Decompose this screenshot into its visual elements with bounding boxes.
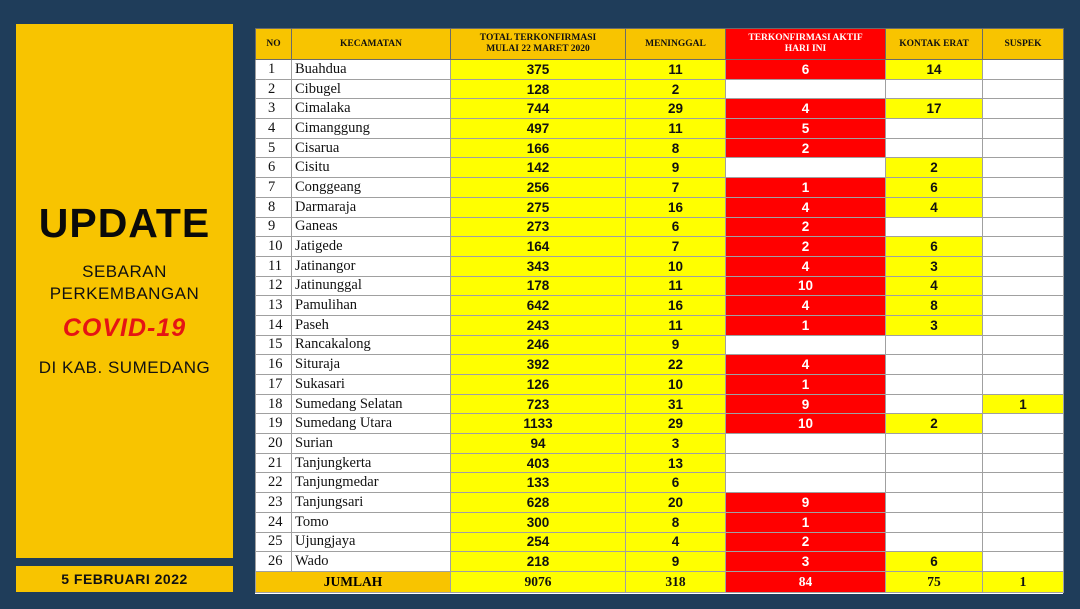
- cell-aktif: [726, 79, 886, 99]
- cell-kecamatan: Jatinangor: [292, 256, 451, 276]
- cell-suspek: [983, 414, 1064, 434]
- cell-suspek: [983, 79, 1064, 99]
- cell-aktif: 5: [726, 119, 886, 139]
- cell-no: 22: [256, 473, 292, 493]
- cell-aktif: [726, 473, 886, 493]
- cell-suspek: [983, 178, 1064, 198]
- cell-kontak-erat: [886, 453, 983, 473]
- table-row: [256, 355, 1064, 375]
- cell-kontak-erat: [886, 79, 983, 99]
- cell-kecamatan: Jatinunggal: [292, 276, 451, 296]
- cell-kontak-erat: 6: [886, 552, 983, 572]
- header-kecamatan: KECAMATAN: [292, 29, 451, 60]
- cell-total-terkonfirmasi: 246: [451, 335, 626, 355]
- cell-aktif: 9: [726, 493, 886, 513]
- cell-meninggal: 10: [626, 375, 726, 395]
- table-header-row: [256, 29, 1064, 60]
- cell-no: 10: [256, 237, 292, 257]
- cell-meninggal: 9: [626, 335, 726, 355]
- cell-suspek: [983, 532, 1064, 552]
- table-row: [256, 335, 1064, 355]
- cell-kontak-erat: 4: [886, 276, 983, 296]
- covid-label: COVID-19: [62, 314, 187, 342]
- total-row: [256, 571, 1064, 592]
- cell-aktif: [726, 158, 886, 178]
- cell-suspek: [983, 552, 1064, 572]
- cell-suspek: [983, 237, 1064, 257]
- cell-no: 24: [256, 512, 292, 532]
- cell-kecamatan: Cisitu: [292, 158, 451, 178]
- cell-no: 9: [256, 217, 292, 237]
- cell-kecamatan: Sumedang Utara: [292, 414, 451, 434]
- cell-suspek: [983, 493, 1064, 513]
- cell-total-terkonfirmasi: 375: [451, 60, 626, 80]
- cell-kecamatan: Buahdua: [292, 60, 451, 80]
- cell-suspek: [983, 256, 1064, 276]
- cell-aktif: 10: [726, 276, 886, 296]
- cell-no: 14: [256, 315, 292, 335]
- header-aktif-line2: HARI INI: [784, 44, 827, 54]
- header-meninggal: MENINGGAL: [626, 29, 726, 60]
- table-row: [256, 375, 1064, 395]
- cell-aktif: 4: [726, 296, 886, 316]
- cell-total-terkonfirmasi: 275: [451, 197, 626, 217]
- cell-no: 1: [256, 60, 292, 80]
- header-total: [451, 29, 626, 60]
- total-kontak-erat: 75: [886, 571, 983, 592]
- cell-meninggal: 9: [626, 158, 726, 178]
- table-row: [256, 237, 1064, 257]
- cell-aktif: 2: [726, 237, 886, 257]
- cell-aktif: 4: [726, 355, 886, 375]
- table-row: [256, 138, 1064, 158]
- cell-suspek: [983, 158, 1064, 178]
- cell-no: 6: [256, 158, 292, 178]
- cell-kontak-erat: 2: [886, 414, 983, 434]
- cell-aktif: 4: [726, 99, 886, 119]
- report-date: 5 FEBRUARI 2022: [16, 566, 233, 592]
- table-row: [256, 532, 1064, 552]
- header-total-line1: TOTAL TERKONFIRMASI: [479, 33, 597, 43]
- cell-kecamatan: Situraja: [292, 355, 451, 375]
- table-row: [256, 217, 1064, 237]
- cell-kecamatan: Sumedang Selatan: [292, 394, 451, 414]
- cell-kontak-erat: 2: [886, 158, 983, 178]
- cell-kontak-erat: [886, 434, 983, 454]
- total-label: JUMLAH: [256, 571, 451, 592]
- cell-no: 12: [256, 276, 292, 296]
- cell-meninggal: 13: [626, 453, 726, 473]
- cell-meninggal: 8: [626, 512, 726, 532]
- cell-kontak-erat: [886, 375, 983, 395]
- update-title: UPDATE: [38, 200, 211, 246]
- cell-kontak-erat: [886, 512, 983, 532]
- cell-no: 18: [256, 394, 292, 414]
- table-row: [256, 315, 1064, 335]
- cell-kontak-erat: 17: [886, 99, 983, 119]
- cell-suspek: [983, 99, 1064, 119]
- cell-no: 15: [256, 335, 292, 355]
- cell-no: 2: [256, 79, 292, 99]
- cell-meninggal: 8: [626, 138, 726, 158]
- cell-kontak-erat: 3: [886, 256, 983, 276]
- cell-aktif: 4: [726, 197, 886, 217]
- cell-aktif: [726, 453, 886, 473]
- cell-meninggal: 11: [626, 276, 726, 296]
- cell-suspek: [983, 434, 1064, 454]
- cell-total-terkonfirmasi: 218: [451, 552, 626, 572]
- table-row: [256, 178, 1064, 198]
- header-suspek: SUSPEK: [983, 29, 1064, 60]
- cell-meninggal: 6: [626, 217, 726, 237]
- table-row: [256, 256, 1064, 276]
- cell-meninggal: 6: [626, 473, 726, 493]
- cell-kontak-erat: [886, 119, 983, 139]
- cell-meninggal: 10: [626, 256, 726, 276]
- total-aktif: 84: [726, 571, 886, 592]
- cell-aktif: 2: [726, 138, 886, 158]
- cell-kecamatan: Cimalaka: [292, 99, 451, 119]
- table-row: [256, 60, 1064, 80]
- cell-total-terkonfirmasi: 178: [451, 276, 626, 296]
- table-row: [256, 473, 1064, 493]
- cell-no: 25: [256, 532, 292, 552]
- table-row: [256, 119, 1064, 139]
- cell-suspek: [983, 119, 1064, 139]
- cell-aktif: 6: [726, 60, 886, 80]
- cell-aktif: 10: [726, 414, 886, 434]
- cell-aktif: 2: [726, 532, 886, 552]
- cell-kontak-erat: 14: [886, 60, 983, 80]
- header-kontak-erat: KONTAK ERAT: [886, 29, 983, 60]
- cell-total-terkonfirmasi: 628: [451, 493, 626, 513]
- cell-meninggal: 29: [626, 99, 726, 119]
- cell-aktif: 1: [726, 178, 886, 198]
- cell-total-terkonfirmasi: 254: [451, 532, 626, 552]
- cell-kontak-erat: 4: [886, 197, 983, 217]
- cell-total-terkonfirmasi: 256: [451, 178, 626, 198]
- covid-table: [255, 28, 1064, 593]
- cell-no: 13: [256, 296, 292, 316]
- cell-aktif: 4: [726, 256, 886, 276]
- cell-no: 21: [256, 453, 292, 473]
- cell-total-terkonfirmasi: 497: [451, 119, 626, 139]
- cell-total-terkonfirmasi: 166: [451, 138, 626, 158]
- table-row: [256, 394, 1064, 414]
- cell-total-terkonfirmasi: 1133: [451, 414, 626, 434]
- cell-no: 11: [256, 256, 292, 276]
- table-row: [256, 99, 1064, 119]
- cell-aktif: 1: [726, 512, 886, 532]
- cell-kontak-erat: [886, 138, 983, 158]
- cell-kecamatan: Tanjungmedar: [292, 473, 451, 493]
- cell-aktif: 3: [726, 552, 886, 572]
- cell-meninggal: 16: [626, 296, 726, 316]
- cell-suspek: [983, 473, 1064, 493]
- cell-suspek: [983, 315, 1064, 335]
- cell-kontak-erat: [886, 355, 983, 375]
- cell-meninggal: 20: [626, 493, 726, 513]
- table-row: [256, 276, 1064, 296]
- cell-total-terkonfirmasi: 273: [451, 217, 626, 237]
- cell-kontak-erat: [886, 217, 983, 237]
- cell-kecamatan: Wado: [292, 552, 451, 572]
- cell-suspek: [983, 138, 1064, 158]
- cell-kontak-erat: 6: [886, 178, 983, 198]
- cell-aktif: 2: [726, 217, 886, 237]
- cell-aktif: 1: [726, 375, 886, 395]
- cell-no: 5: [256, 138, 292, 158]
- cell-no: 4: [256, 119, 292, 139]
- cell-kecamatan: Paseh: [292, 315, 451, 335]
- cell-kecamatan: Darmaraja: [292, 197, 451, 217]
- cell-kecamatan: Rancakalong: [292, 335, 451, 355]
- cell-total-terkonfirmasi: 128: [451, 79, 626, 99]
- cell-no: 3: [256, 99, 292, 119]
- cell-kontak-erat: [886, 532, 983, 552]
- cell-kontak-erat: 8: [886, 296, 983, 316]
- table-row: [256, 493, 1064, 513]
- cell-kecamatan: Jatigede: [292, 237, 451, 257]
- cell-kecamatan: Tanjungsari: [292, 493, 451, 513]
- cell-kontak-erat: 6: [886, 237, 983, 257]
- cell-total-terkonfirmasi: 126: [451, 375, 626, 395]
- cell-no: 23: [256, 493, 292, 513]
- cell-no: 20: [256, 434, 292, 454]
- cell-kecamatan: Cisarua: [292, 138, 451, 158]
- cell-meninggal: 9: [626, 552, 726, 572]
- cell-kecamatan: Conggeang: [292, 178, 451, 198]
- table-row: [256, 434, 1064, 454]
- table-row: [256, 414, 1064, 434]
- cell-total-terkonfirmasi: 723: [451, 394, 626, 414]
- cell-suspek: [983, 217, 1064, 237]
- header-no: NO: [256, 29, 292, 60]
- table-row: [256, 158, 1064, 178]
- cell-suspek: 1: [983, 394, 1064, 414]
- cell-total-terkonfirmasi: 300: [451, 512, 626, 532]
- table-row: [256, 79, 1064, 99]
- cell-total-terkonfirmasi: 343: [451, 256, 626, 276]
- cell-meninggal: 4: [626, 532, 726, 552]
- cell-aktif: [726, 335, 886, 355]
- cell-no: 19: [256, 414, 292, 434]
- cell-aktif: 1: [726, 315, 886, 335]
- cell-total-terkonfirmasi: 133: [451, 473, 626, 493]
- total-terkonfirmasi: 9076: [451, 571, 626, 592]
- cell-kontak-erat: [886, 335, 983, 355]
- cell-total-terkonfirmasi: 142: [451, 158, 626, 178]
- cell-meninggal: 7: [626, 178, 726, 198]
- cell-suspek: [983, 276, 1064, 296]
- cell-aktif: 9: [726, 394, 886, 414]
- cell-meninggal: 29: [626, 414, 726, 434]
- cell-kecamatan: Cibugel: [292, 79, 451, 99]
- cell-kecamatan: Tanjungkerta: [292, 453, 451, 473]
- table-row: [256, 512, 1064, 532]
- cell-suspek: [983, 60, 1064, 80]
- total-suspek: 1: [983, 571, 1064, 592]
- cell-meninggal: 11: [626, 315, 726, 335]
- table-row: [256, 197, 1064, 217]
- cell-meninggal: 11: [626, 119, 726, 139]
- table-row: [256, 453, 1064, 473]
- cell-kecamatan: Sukasari: [292, 375, 451, 395]
- cell-kontak-erat: [886, 394, 983, 414]
- cell-meninggal: 31: [626, 394, 726, 414]
- subtitle-perkembangan: PERKEMBANGAN: [49, 284, 200, 303]
- cell-total-terkonfirmasi: 403: [451, 453, 626, 473]
- cell-meninggal: 22: [626, 355, 726, 375]
- cell-meninggal: 2: [626, 79, 726, 99]
- cell-aktif: [726, 434, 886, 454]
- table-row: [256, 296, 1064, 316]
- cell-kontak-erat: [886, 493, 983, 513]
- total-meninggal: 318: [626, 571, 726, 592]
- cell-no: 17: [256, 375, 292, 395]
- cell-meninggal: 11: [626, 60, 726, 80]
- subtitle-region: DI KAB. SUMEDANG: [38, 358, 211, 377]
- cell-suspek: [983, 355, 1064, 375]
- cell-total-terkonfirmasi: 744: [451, 99, 626, 119]
- cell-suspek: [983, 296, 1064, 316]
- cell-kecamatan: Ganeas: [292, 217, 451, 237]
- cell-meninggal: 16: [626, 197, 726, 217]
- cell-kecamatan: Tomo: [292, 512, 451, 532]
- table-row: [256, 552, 1064, 572]
- cell-no: 26: [256, 552, 292, 572]
- header-aktif: [726, 29, 886, 60]
- cell-suspek: [983, 335, 1064, 355]
- cell-kontak-erat: 3: [886, 315, 983, 335]
- header-total-line2: MULAI 22 MARET 2020: [486, 44, 590, 54]
- cell-total-terkonfirmasi: 392: [451, 355, 626, 375]
- cell-total-terkonfirmasi: 642: [451, 296, 626, 316]
- cell-meninggal: 7: [626, 237, 726, 257]
- cell-suspek: [983, 375, 1064, 395]
- cell-total-terkonfirmasi: 94: [451, 434, 626, 454]
- cell-meninggal: 3: [626, 434, 726, 454]
- cell-suspek: [983, 197, 1064, 217]
- cell-total-terkonfirmasi: 243: [451, 315, 626, 335]
- cell-no: 8: [256, 197, 292, 217]
- cell-suspek: [983, 512, 1064, 532]
- cell-total-terkonfirmasi: 164: [451, 237, 626, 257]
- subtitle-sebaran: SEBARAN: [82, 262, 167, 281]
- cell-suspek: [983, 453, 1064, 473]
- cell-kontak-erat: [886, 473, 983, 493]
- cell-kecamatan: Surian: [292, 434, 451, 454]
- cell-kecamatan: Cimanggung: [292, 119, 451, 139]
- info-panel: [16, 24, 233, 558]
- cell-kecamatan: Pamulihan: [292, 296, 451, 316]
- header-aktif-line1: TERKONFIRMASI AKTIF: [748, 33, 863, 43]
- cell-kecamatan: Ujungjaya: [292, 532, 451, 552]
- cell-no: 16: [256, 355, 292, 375]
- covid-table-container: [255, 28, 1063, 594]
- cell-no: 7: [256, 178, 292, 198]
